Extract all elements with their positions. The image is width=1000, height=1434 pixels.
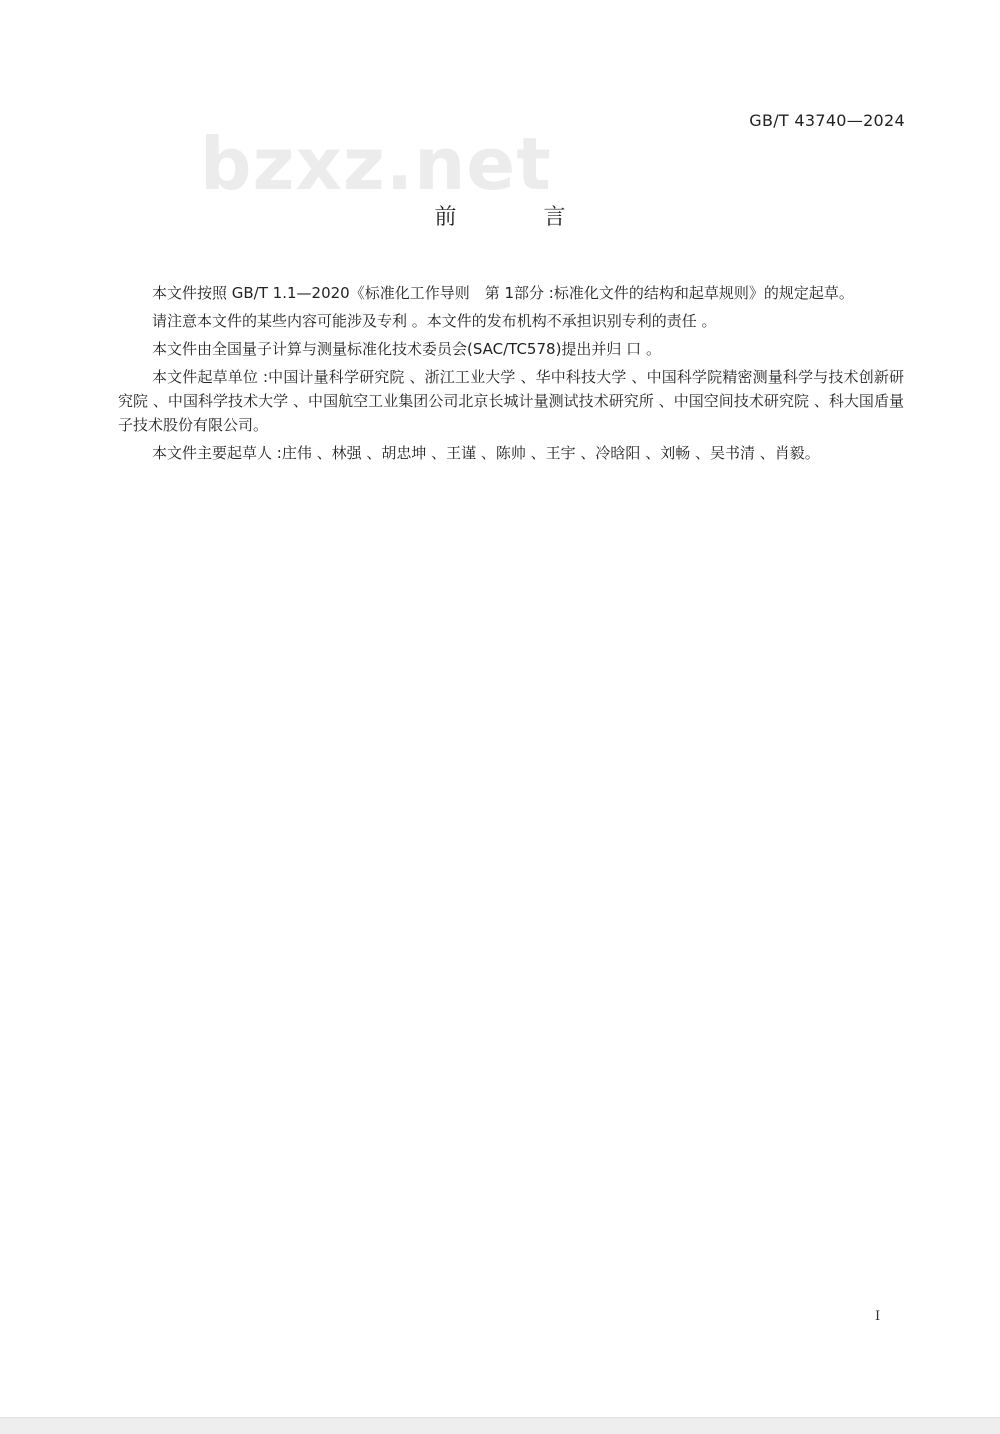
- paragraph-patent-notice: 请注意本文件的某些内容可能涉及专利 。本文件的发布机构不承担识别专利的责任 。: [152, 312, 717, 330]
- paragraph-drafters: 本文件主要起草人 :庄伟 、林强 、胡忠坤 、王谨 、陈帅 、王宇 、冷晗阳 、刘畅 、吴书清 、肖毅。: [152, 444, 820, 462]
- document-number: GB/T 43740—2024: [749, 111, 905, 130]
- paragraph-drafting-units: 本文件起草单位 :中国计量科学研究院 、浙江工业大学 、华中科技大学 、中国科学院精密测量科学与技术创新研究院 、中国科学技术大学 、中国航空工业集团公司北京长城计量测试技术研究所 、中国空间技术研究院 、科大国盾量子技术股份有限公司。: [118, 368, 904, 434]
- paragraph-drafting-rules: 本文件按照 GB/T 1.1—2020《标准化工作导则 第 1部分 :标准化文件的结构和起草规则》的规定起草。: [152, 284, 854, 302]
- viewer-bottom-strip: [0, 1417, 1000, 1434]
- paragraph-proposer: 本文件由全国量子计算与测量标准化技术委员会(SAC/TC578)提出并归 口 。: [152, 340, 661, 358]
- section-title: 前 言: [434, 205, 606, 230]
- foreword-body: [118, 281, 904, 469]
- watermark: bzxz.net: [200, 122, 552, 206]
- page-number: I: [875, 1309, 881, 1324]
